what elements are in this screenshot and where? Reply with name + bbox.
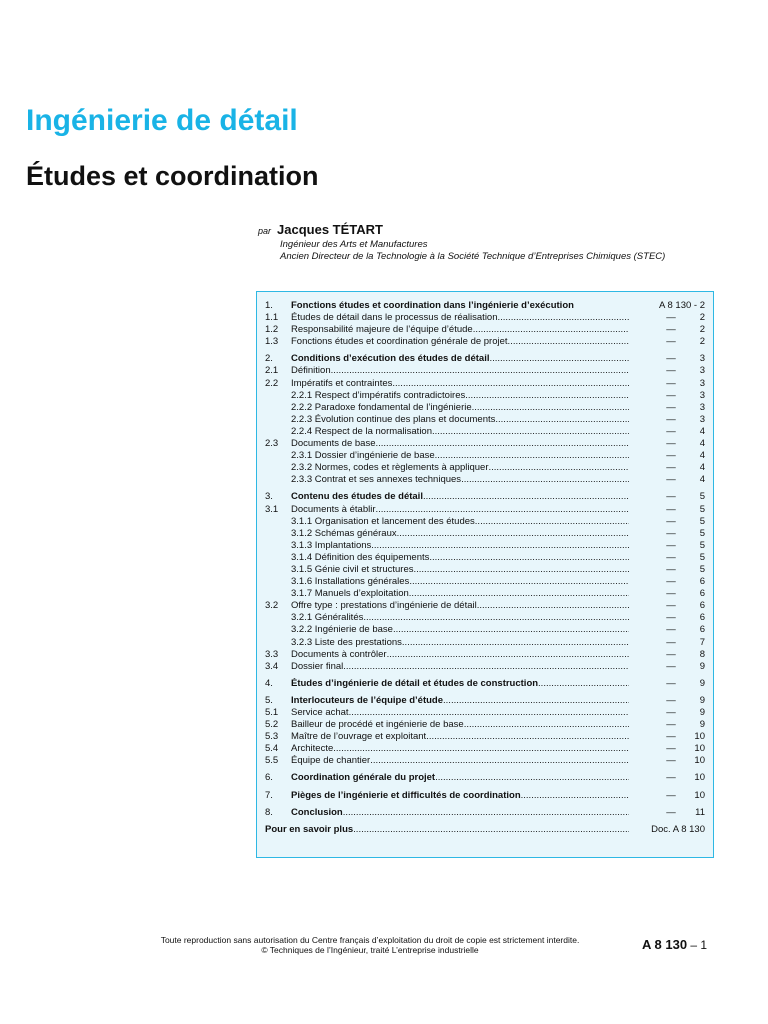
- toc-entry-page: 4: [699, 450, 705, 462]
- toc-entry[interactable]: [265, 743, 705, 755]
- toc-entry[interactable]: [265, 552, 705, 564]
- toc-entry-number: 8.: [265, 806, 273, 818]
- toc-entry-number: 3.2: [265, 600, 279, 612]
- toc-dot-leader: [521, 790, 629, 802]
- toc-entry-page: 3: [699, 365, 705, 377]
- toc-entry[interactable]: [265, 378, 705, 390]
- toc-entry[interactable]: [265, 438, 705, 450]
- toc-entry[interactable]: [265, 600, 705, 612]
- toc-dot-leader: [508, 336, 629, 348]
- toc-entry[interactable]: [265, 731, 705, 743]
- toc-entry-page: 6: [699, 576, 705, 588]
- toc-page-dash: —: [666, 336, 676, 348]
- toc-entry[interactable]: [265, 528, 705, 540]
- toc-entry-page: 10: [694, 731, 705, 743]
- toc-entry-label: Documents à contrôler: [291, 648, 387, 660]
- toc-page-dash: —: [666, 719, 676, 731]
- toc-entry-number: 5.1: [265, 707, 279, 718]
- toc-entry-label: Maître de l’ouvrage et exploitant: [291, 731, 427, 743]
- toc-entry[interactable]: [265, 324, 705, 336]
- toc-entry-page: 11: [695, 806, 705, 818]
- toc-dot-leader: [343, 661, 629, 673]
- toc-entry[interactable]: [265, 300, 705, 312]
- toc-page-dash: —: [666, 365, 676, 377]
- toc-entry-label: 2.2.4 Respect de la normalisation: [291, 425, 432, 437]
- toc-entry-label: Impératifs et contraintes: [291, 377, 393, 389]
- toc-entry-number: 2.: [265, 353, 273, 365]
- toc-entry-page: 3: [699, 401, 705, 413]
- toc-entry[interactable]: [265, 695, 705, 707]
- toc-dot-leader: [465, 390, 629, 402]
- toc-page-dash: —: [666, 312, 676, 324]
- toc-entry-label: Responsabilité majeure de l’équipe d’étude: [291, 324, 473, 336]
- toc-dot-leader: [473, 324, 629, 336]
- toc-entry-page: 3: [699, 389, 705, 401]
- toc-entry-label: Architecte: [291, 743, 334, 755]
- toc-entry[interactable]: [265, 637, 705, 649]
- toc-entry[interactable]: [265, 807, 705, 819]
- toc-page-dash: —: [666, 425, 676, 437]
- toc-entry-number: 5.5: [265, 755, 279, 767]
- toc-entry-page: 9: [699, 660, 705, 672]
- toc-entry-label: 3.1.2 Schémas généraux: [291, 527, 397, 539]
- toc-entry-number: 3.3: [265, 648, 279, 660]
- toc-dot-leader: [538, 678, 629, 690]
- toc-dot-leader: [376, 438, 630, 450]
- toc-entry-number: 2.3: [265, 438, 279, 450]
- toc-entry[interactable]: [265, 755, 705, 767]
- toc-page-dash: —: [666, 438, 676, 450]
- toc-entry[interactable]: [265, 588, 705, 600]
- toc-page-dash: —: [666, 677, 676, 689]
- toc-page-dash: —: [666, 450, 676, 462]
- toc-dot-leader: [370, 755, 629, 767]
- toc-entry-page: 3: [699, 377, 705, 389]
- toc-dot-leader: [464, 719, 629, 731]
- toc-entry-number: 5.3: [265, 731, 279, 743]
- toc-entry-page: 2: [699, 336, 705, 348]
- toc-entry-page: 4: [699, 438, 705, 450]
- toc-entry-number: 2.2: [265, 377, 279, 389]
- toc-entry-page: 6: [699, 588, 705, 600]
- toc-entry-label: 3.1.6 Installations générales: [291, 576, 410, 588]
- toc-entry-label: Interlocuteurs de l’équipe d’étude: [291, 694, 444, 706]
- toc-entry-page: 9: [699, 677, 705, 689]
- toc-entry-label: Documents à établir: [291, 503, 376, 515]
- toc-page-dash: —: [666, 474, 676, 486]
- toc-entry-number: 1.3: [265, 336, 279, 348]
- toc-page-dash: —: [666, 539, 676, 551]
- article-title: Ingénierie de détail: [26, 104, 298, 137]
- toc-entry-label: 3.1.1 Organisation et lancement des études: [291, 515, 475, 527]
- toc-entry-number: 5.: [265, 694, 273, 706]
- toc-page-dash: —: [666, 600, 676, 612]
- toc-dot-leader: [343, 807, 629, 819]
- toc-entry-page: 9: [699, 694, 705, 706]
- toc-page-dash: —: [666, 772, 676, 784]
- author-block: [258, 221, 665, 263]
- toc-dot-leader: [333, 743, 629, 755]
- toc-entry-page: Doc. A 8 130: [651, 823, 705, 835]
- toc-page-dash: —: [666, 755, 676, 767]
- toc-entry[interactable]: [265, 719, 705, 731]
- toc-entry-number: 4.: [265, 677, 273, 689]
- toc-entry[interactable]: [265, 707, 705, 719]
- toc-dot-leader: [392, 378, 629, 390]
- toc-entry-page: 6: [699, 624, 705, 636]
- toc-page-dash: —: [666, 743, 676, 755]
- toc-dot-leader: [349, 707, 629, 719]
- toc-dot-leader: [402, 637, 629, 649]
- toc-dot-leader: [387, 649, 629, 661]
- toc-entry-label: 2.3.3 Contrat et ses annexes techniques: [291, 474, 462, 486]
- toc-entry-label: Coordination générale du projet: [291, 772, 436, 784]
- toc-entry-label: Service achat: [291, 707, 349, 718]
- toc-dot-leader: [375, 504, 629, 516]
- toc-dot-leader: [393, 624, 629, 636]
- toc-entry-number: 3.: [265, 491, 273, 503]
- toc-dot-leader: [432, 426, 629, 438]
- document-code: A 8 130: [642, 937, 688, 952]
- toc-entry-label: Équipe de chantier: [291, 755, 371, 767]
- toc-entry-page: 4: [699, 462, 705, 474]
- toc-dot-leader: [423, 491, 629, 503]
- toc-entry-page: 6: [699, 612, 705, 624]
- toc-entry-label: Contenu des études de détail: [291, 491, 423, 503]
- page-reference: [642, 937, 707, 952]
- toc-entry[interactable]: [265, 790, 705, 802]
- toc-entry-label: Conditions d’exécution des études de détail: [291, 353, 490, 365]
- toc-entry-page: 10: [694, 755, 705, 767]
- toc-page-dash: —: [666, 588, 676, 600]
- toc-page-dash: —: [666, 624, 676, 636]
- toc-entry[interactable]: [265, 414, 705, 426]
- toc-entry-page: 5: [699, 551, 705, 563]
- toc-entry[interactable]: [265, 390, 705, 402]
- toc-dot-leader: [409, 588, 629, 600]
- toc-dot-leader: [331, 365, 629, 377]
- toc-entry-label: Études d’ingénierie de détail et études de construction: [291, 677, 539, 689]
- toc-dot-leader: [498, 312, 630, 324]
- toc-entry-label: Conclusion: [291, 806, 343, 818]
- toc-entry-label: Pièges de l’ingénierie et difficultés de coordination: [291, 789, 521, 801]
- toc-entry-page: 8: [699, 648, 705, 660]
- toc-page-dash: —: [666, 353, 676, 365]
- toc-entry[interactable]: [265, 824, 705, 836]
- toc-entry-number: 1.: [265, 300, 273, 311]
- author-affiliation-2: Ancien Directeur de la Technologie à la Société Technique d’Entreprises Chimiques (STEC): [280, 251, 666, 262]
- toc-dot-leader: [435, 772, 629, 784]
- toc-entry-label: 3.2.1 Généralités: [291, 612, 364, 624]
- toc-entry[interactable]: [265, 649, 705, 661]
- toc-entry-label: 3.1.7 Manuels d’exploitation: [291, 588, 409, 600]
- toc-page-dash: —: [666, 612, 676, 624]
- toc-entry[interactable]: [265, 312, 705, 324]
- toc-page-dash: —: [666, 491, 676, 503]
- page-number: 1: [700, 938, 708, 952]
- toc-entry-page: 10: [694, 743, 705, 755]
- toc-entry-number: 2.1: [265, 365, 279, 377]
- toc-dot-leader: [477, 600, 629, 612]
- toc-entry-page: 4: [699, 425, 705, 437]
- toc-entry-page: 5: [699, 527, 705, 539]
- toc-entry-label: 3.1.4 Définition des équipements: [291, 551, 430, 563]
- toc-dot-leader: [472, 402, 629, 414]
- toc-dot-leader: [414, 564, 630, 576]
- toc-page-dash: —: [666, 551, 676, 563]
- toc-page-dash: —: [666, 576, 676, 588]
- toc-entry-number: 3.1: [265, 503, 279, 515]
- toc-entry-label: Bailleur de procédé et ingénierie de base: [291, 719, 464, 731]
- toc-entry[interactable]: [265, 504, 705, 516]
- toc-entry-label: 2.2.3 Évolution continue des plans et documents: [291, 413, 496, 425]
- toc-entry-page: 9: [699, 707, 705, 718]
- author-affiliation-1: Ingénieur des Arts et Manufactures: [280, 239, 428, 250]
- toc-entry-page: 3: [699, 413, 705, 425]
- toc-page-dash: —: [666, 377, 676, 389]
- toc-page-dash: —: [666, 636, 676, 648]
- toc-dot-leader: [363, 612, 629, 624]
- toc-entry[interactable]: [265, 612, 705, 624]
- toc-page-dash: —: [666, 324, 676, 336]
- toc-entry-page: 2: [699, 312, 705, 324]
- copyright-line-1: Toute reproduction sans autorisation du Centre français d’exploitation du droit de copie est strictement interdite.: [160, 935, 580, 945]
- toc-dot-leader: [489, 353, 629, 365]
- toc-entry[interactable]: [265, 540, 705, 552]
- toc-dot-leader: [435, 450, 629, 462]
- toc-entry-page: 3: [699, 353, 705, 365]
- toc-entry[interactable]: [265, 336, 705, 348]
- page-separator: –: [687, 938, 701, 952]
- toc-entry-number: 6.: [265, 772, 273, 784]
- toc-page-dash: —: [666, 527, 676, 539]
- toc-entry[interactable]: [265, 426, 705, 438]
- toc-entry-page: 5: [699, 515, 705, 527]
- toc-page-dash: —: [666, 401, 676, 413]
- toc-entry[interactable]: [265, 772, 705, 784]
- toc-entry[interactable]: [265, 450, 705, 462]
- toc-entry-label: 3.2.2 Ingénierie de base: [291, 624, 393, 636]
- toc-entry-page: 5: [699, 503, 705, 515]
- toc-entry[interactable]: [265, 661, 705, 673]
- toc-entry-page: 7: [699, 636, 705, 648]
- toc-entry-label: Définition: [291, 365, 331, 377]
- toc-entry-label: 2.3.1 Dossier d’ingénierie de base: [291, 450, 435, 462]
- copyright-notice: [130, 935, 610, 955]
- table-of-contents: [256, 291, 714, 858]
- toc-entry-label: 2.2.2 Paradoxe fondamental de l’ingénierie: [291, 401, 472, 413]
- toc-page-dash: —: [666, 648, 676, 660]
- toc-page-dash: —: [666, 413, 676, 425]
- toc-entry[interactable]: [265, 516, 705, 528]
- toc-entry-number: 3.4: [265, 660, 279, 672]
- toc-entry-page: 5: [699, 491, 705, 503]
- toc-entry-number: 7.: [265, 789, 273, 801]
- toc-entry-number: 5.2: [265, 719, 279, 731]
- toc-dot-leader: [489, 462, 630, 474]
- toc-entry-page: 5: [699, 563, 705, 575]
- toc-entry-label: 3.2.3 Liste des prestations: [291, 636, 402, 648]
- toc-entry-label: Fonctions études et coordination générale de projet: [291, 336, 508, 348]
- article-subtitle: Études et coordination: [26, 161, 319, 191]
- toc-page-dash: —: [666, 789, 676, 801]
- toc-entry-label: Documents de base: [291, 438, 376, 450]
- toc-entry[interactable]: [265, 624, 705, 636]
- toc-entry-label: 2.3.2 Normes, codes et règlements à appliquer: [291, 462, 489, 474]
- toc-dot-leader: [429, 552, 629, 564]
- toc-entry[interactable]: [265, 402, 705, 414]
- toc-entry-label: Dossier final: [291, 660, 344, 672]
- toc-entry-label: Études de détail dans le processus de réalisation: [291, 312, 498, 324]
- toc-page-dash: —: [666, 503, 676, 515]
- author-prefix: par: [258, 226, 272, 236]
- toc-dot-leader: [461, 474, 629, 486]
- toc-entry[interactable]: [265, 564, 705, 576]
- toc-entry-label: Offre type : prestations d’ingénierie de détail: [291, 600, 477, 612]
- toc-entry[interactable]: [265, 491, 705, 503]
- toc-dot-leader: [397, 528, 629, 540]
- toc-entry-page: 2: [699, 324, 705, 336]
- toc-entry-page: A 8 130 - 2: [659, 300, 705, 311]
- toc-page-dash: —: [666, 731, 676, 743]
- toc-entry-label: Fonctions études et coordination dans l’ingénierie d’exécution: [291, 300, 574, 311]
- toc-page-dash: —: [666, 694, 676, 706]
- toc-page-dash: —: [666, 389, 676, 401]
- toc-entry-page: 10: [694, 772, 705, 784]
- toc-entry-label: Pour en savoir plus: [265, 823, 354, 835]
- toc-entry-label: 2.2.1 Respect d’impératifs contradictoires: [291, 389, 466, 401]
- toc-entry[interactable]: [265, 353, 705, 365]
- toc-dot-leader: [426, 731, 629, 743]
- toc-page-dash: —: [666, 515, 676, 527]
- toc-entry[interactable]: [265, 576, 705, 588]
- toc-dot-leader: [353, 824, 629, 836]
- toc-entry[interactable]: [265, 462, 705, 474]
- toc-page-dash: —: [666, 660, 676, 672]
- toc-entry-number: 5.4: [265, 743, 279, 755]
- author-name: Jacques TÉTART: [277, 222, 383, 237]
- toc-entry-page: 5: [699, 539, 705, 551]
- toc-entry-number: 1.2: [265, 324, 279, 336]
- toc-page-dash: —: [666, 806, 676, 818]
- toc-entry-page: 6: [699, 600, 705, 612]
- toc-entry-label: 3.1.5 Génie civil et structures: [291, 563, 414, 575]
- toc-entry-page: 4: [699, 474, 705, 486]
- toc-entry[interactable]: [265, 474, 705, 486]
- toc-entry-number: 1.1: [265, 312, 279, 324]
- toc-page-dash: —: [666, 707, 676, 718]
- toc-dot-leader: [495, 414, 629, 426]
- toc-page-dash: —: [666, 563, 676, 575]
- toc-entry-page: 9: [699, 719, 705, 731]
- toc-entry-label: 3.1.3 Implantations: [291, 539, 372, 551]
- toc-entry[interactable]: [265, 678, 705, 690]
- toc-dot-leader: [409, 576, 629, 588]
- copyright-line-2: © Techniques de l’Ingénieur, traité L’entreprise industrielle: [261, 945, 479, 955]
- toc-dot-leader: [443, 695, 629, 707]
- toc-dot-leader: [371, 540, 629, 552]
- toc-entry-page: 10: [694, 789, 705, 801]
- toc-entry[interactable]: [265, 365, 705, 377]
- toc-page-dash: —: [666, 462, 676, 474]
- toc-dot-leader: [475, 516, 629, 528]
